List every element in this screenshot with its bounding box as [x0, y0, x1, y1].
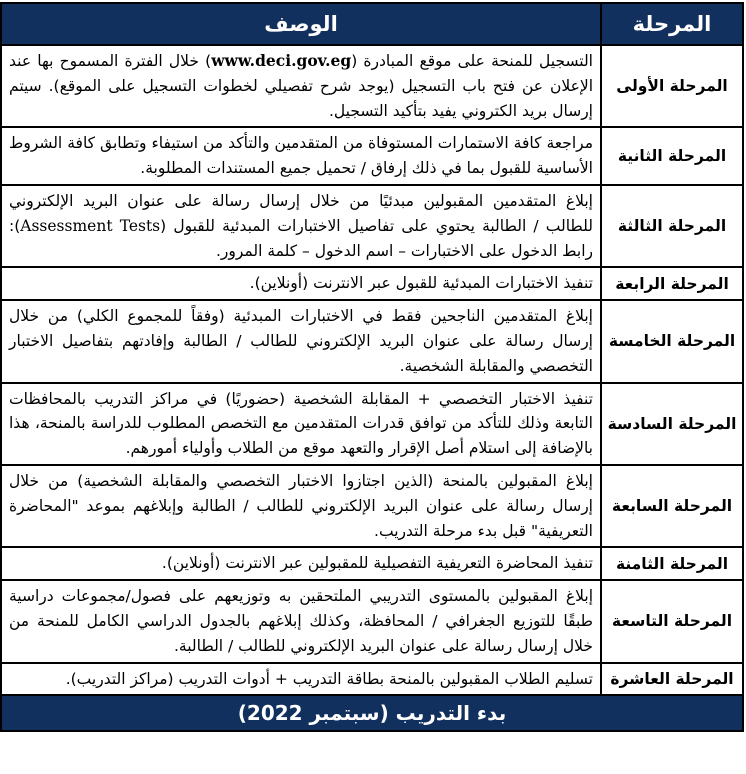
description-cell [1, 45, 601, 127]
description-segment: إبلاغ المتقدمين المقبولين مبدئيًا من خلال إرسال رسالة على عنوان البريد الإلكتروني للطالب / الطالبة يحتوي على تفاصيل الاختبارات المبدئية للقبول ( [9, 191, 593, 235]
stage-cell: المرحلة التاسعة [601, 580, 743, 662]
table-row [1, 267, 743, 300]
description-cell [1, 267, 601, 300]
description-cell [1, 185, 601, 267]
description-segment: Assessment Tests [20, 216, 161, 235]
table-row [1, 383, 743, 465]
stage-cell: المرحلة العاشرة [601, 663, 743, 696]
stage-cell: المرحلة السادسة [601, 383, 743, 465]
stages-table [0, 2, 744, 732]
description-segment: التسجيل للمنحة على موقع المبادرة ( [351, 52, 593, 70]
description-cell [1, 300, 601, 382]
description-segment: إبلاغ المقبولين بالمستوى التدريبي الملتحقين به وتوزيعهم على فصول/مجموعات دراسية طبقًا للتوزيع الجغرافي / المحافظة، وكذلك إبلاغهم بالجدول الدراسي الكامل للمنحة من خلال إرسال رسالة على عنوان البريد الإلكتروني للطالب / الطالبة. [9, 587, 593, 655]
table-footer-row [1, 695, 743, 731]
table-row [1, 663, 743, 696]
description-segment: إبلاغ المقبولين بالمنحة (الذين اجتازوا الاختبار التخصصي والمقابلة الشخصية) من خلال إرسال رسالة على عنوان البريد الإلكتروني للطالب / الطالبة وإبلاغهم بموعد "المحاضرة التعريفية" قبل بدء مرحلة التدريب. [9, 471, 593, 540]
table-row [1, 580, 743, 662]
description-segment: تسليم الطلاب المقبولين بالمنحة بطاقة التدريب + أدوات التدريب (مراكز التدريب). [65, 669, 593, 688]
table-row [1, 185, 743, 267]
description-segment: تنفيذ المحاضرة التعريفية التفصيلية للمقبولين عبر الانترنت (أونلاين). [161, 554, 593, 573]
column-header-stage: المرحلة [601, 3, 743, 45]
description-cell [1, 127, 601, 185]
description-cell [1, 580, 601, 662]
column-header-description: الوصف [1, 3, 601, 45]
description-segment: www.deci.gov.eg [211, 51, 352, 70]
stage-cell: المرحلة الثالثة [601, 185, 743, 267]
table-row [1, 45, 743, 127]
description-cell [1, 547, 601, 580]
stage-cell: المرحلة الثانية [601, 127, 743, 185]
table-row [1, 547, 743, 580]
stage-cell: المرحلة الثامنة [601, 547, 743, 580]
stage-cell: المرحلة الأولى [601, 45, 743, 127]
table-header-row [1, 3, 743, 45]
stage-cell: المرحلة السابعة [601, 465, 743, 547]
table-row [1, 300, 743, 382]
description-cell [1, 465, 601, 547]
stage-cell: المرحلة الرابعة [601, 267, 743, 300]
description-segment: تنفيذ الاختبار التخصصي + المقابلة الشخصية (حضوريًا) في مراكز التدريب بالمحافظات التابعة وذلك للتأكد من توافق قدرات المتقدمين مع التخصص المطلوب للدراسة بالمنحة، هذا بالإضافة إلى استلام أصل الإقرار والتعهد موقع من الطلاب وأولياء أمورهم. [9, 389, 593, 458]
description-segment: إبلاغ المتقدمين الناجحين فقط في الاختبارات المبدئية (وفقاً للمجموع الكلي) من خلال إرسال رسالة على عنوان البريد الإلكتروني للطالب / الطالبة وإفادتهم بتفاصيل الاختبار التخصصي والمقابلة الشخصية. [9, 307, 593, 375]
description-segment: ): رابط الدخول على الاختبارات – اسم الدخول – كلمة المرور. [9, 216, 593, 260]
description-cell [1, 383, 601, 465]
table-row [1, 127, 743, 185]
stage-cell: المرحلة الخامسة [601, 300, 743, 382]
description-segment: تنفيذ الاختبارات المبدئية للقبول عبر الانترنت (أونلاين). [249, 274, 593, 293]
footer-banner: بدء التدريب (سبتمبر 2022) [1, 695, 743, 731]
table-row [1, 465, 743, 547]
description-segment: مراجعة كافة الاستمارات المستوفاة من المتقدمين والتأكد من استيفاء وتطابق كافة الشروط الأساسية للقبول بما في ذلك إرفاق / تحميل جميع المستندات المطلوبة. [9, 134, 593, 178]
table-body [1, 45, 743, 695]
description-segment: ) خلال الفترة المسموح بها عند الإعلان عن فتح باب التسجيل (يوجد شرح تفصيلي لخطوات التسجيل على الموقع). سيتم إرسال بريد الكتروني يفيد بتأكيد التسجيل. [9, 52, 593, 120]
description-cell [1, 663, 601, 696]
